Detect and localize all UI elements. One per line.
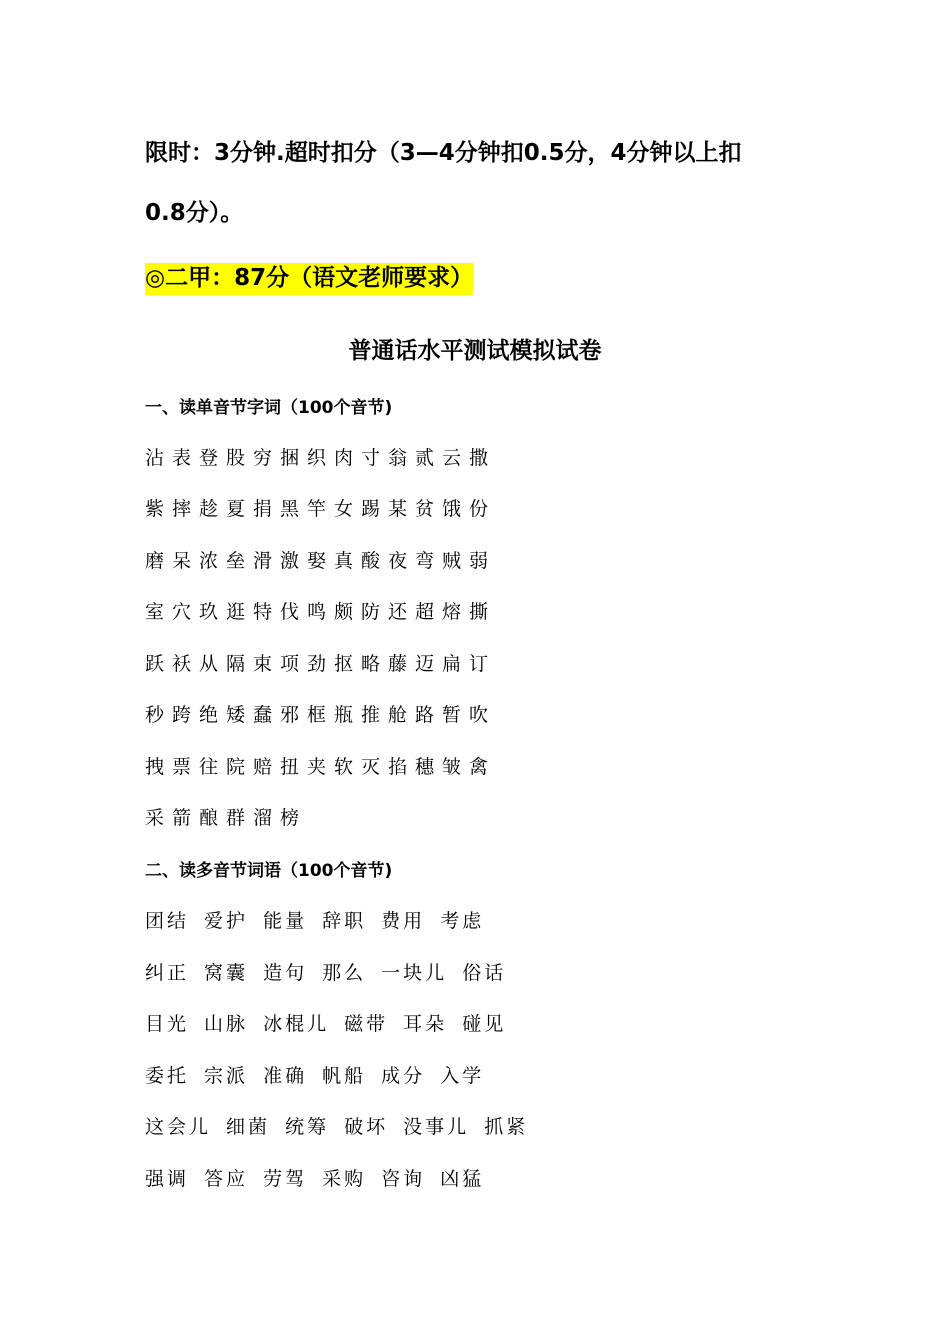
section1-row: 秒跨绝矮蠢邪框瓶推舱路暂吹 — [145, 704, 497, 726]
section2-row: 强调 答应 劳驾 采购 咨询 凶猛 — [145, 1168, 485, 1190]
section1-row: 磨呆浓垒滑激娶真酸夜弯贼弱 — [145, 550, 497, 572]
section1-row: 室穴玖逛特伐鸣颇防还超熔撕 — [145, 601, 497, 623]
section1-row: 紫摔趁夏捐黑竿女踢某贫饿份 — [145, 498, 497, 520]
time-limit-line-1: 限时：3分钟.超时扣分（3—4分钟扣0.5分，4分钟以上扣 — [145, 140, 742, 166]
section2-row: 这会儿 细菌 统筹 破坏 没事儿 抓紧 — [145, 1116, 529, 1138]
section2-row: 团结 爱护 能量 辞职 费用 考虑 — [145, 910, 485, 932]
section2-row: 目光 山脉 冰棍儿 磁带 耳朵 碰见 — [145, 1013, 507, 1035]
exam-title: 普通话水平测试模拟试卷 — [348, 337, 602, 364]
grade-note — [145, 259, 473, 292]
grade-note-text: ◎二甲：87分（语文老师要求） — [145, 263, 473, 295]
section1-row: 拽票往院赔扭夹软灭掐穗皱禽 — [145, 756, 497, 778]
section1-row: 采箭酿群溜榜 — [145, 807, 308, 829]
section1-row: 跃袄从隔束项劲抠略藤迈扁订 — [145, 653, 497, 675]
section1-heading: 一、读单音节字词（100个音节) — [145, 398, 393, 418]
section2-heading: 二、读多音节词语（100个音节) — [145, 861, 393, 881]
section2-row: 纠正 窝囊 造句 那么 一块儿 俗话 — [145, 962, 507, 984]
time-limit-line-2: 0.8分）。 — [145, 200, 244, 226]
section2-row: 委托 宗派 准确 帆船 成分 入学 — [145, 1065, 485, 1087]
section1-row: 沾表登股穷捆织肉寸翁贰云撒 — [145, 447, 497, 469]
